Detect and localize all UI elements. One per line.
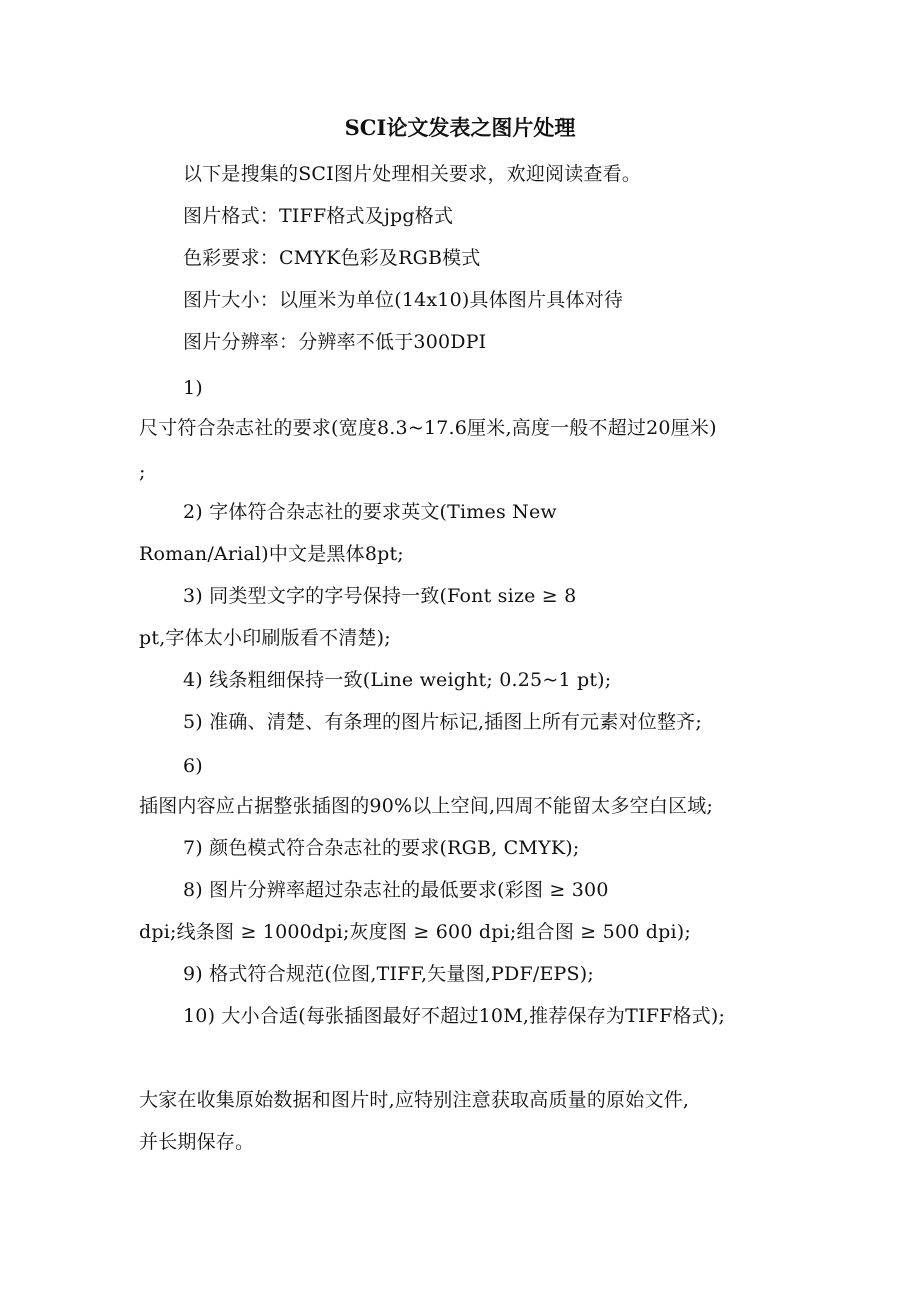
list-item-1-number: 1)	[183, 377, 203, 399]
spec-resolution: 图片分辨率：分辨率不低于300DPI	[183, 331, 487, 353]
closing-paragraph-line-1: 大家在收集原始数据和图片时,应特别注意获取高质量的原始文件,	[139, 1089, 690, 1111]
list-item-10: 10) 大小合适(每张插图最好不超过10M,推荐保存为TIFF格式);	[183, 1005, 726, 1027]
list-item-6-number: 6)	[183, 755, 203, 777]
list-item-3-line-1: 3) 同类型文字的字号保持一致(Font size ≥ 8	[183, 585, 577, 607]
page-title: SCI论文发表之图片处理	[344, 115, 576, 140]
list-item-1-end: ;	[139, 461, 146, 483]
list-item-9: 9) 格式符合规范(位图,TIFF,矢量图,PDF/EPS);	[183, 963, 594, 985]
list-item-6-text: 插图内容应占据整张插图的90%以上空间,四周不能留太多空白区域;	[139, 795, 714, 817]
closing-paragraph-line-2: 并长期保存。	[139, 1131, 255, 1153]
list-item-1-text: 尺寸符合杂志社的要求(宽度8.3~17.6厘米,高度一般不超过20厘米)	[139, 417, 717, 439]
list-item-2-line-2: Roman/Arial)中文是黑体8pt;	[139, 543, 404, 565]
list-item-3-line-2: pt,字体太小印刷版看不清楚);	[139, 627, 391, 649]
list-item-2-line-1: 2) 字体符合杂志社的要求英文(Times New	[183, 501, 557, 523]
spec-color-mode: 色彩要求：CMYK色彩及RGB模式	[183, 247, 481, 269]
list-item-4: 4) 线条粗细保持一致(Line weight; 0.25~1 pt);	[183, 669, 612, 691]
list-item-8-line-1: 8) 图片分辨率超过杂志社的最低要求(彩图 ≥ 300	[183, 879, 609, 901]
list-item-8-line-2: dpi;线条图 ≥ 1000dpi;灰度图 ≥ 600 dpi;组合图 ≥ 500 dpi);	[139, 921, 691, 943]
spec-image-format: 图片格式：TIFF格式及jpg格式	[183, 205, 454, 227]
spec-image-size: 图片大小：以厘米为单位(14x10)具体图片具体对待	[183, 289, 624, 311]
list-item-7: 7) 颜色模式符合杂志社的要求(RGB, CMYK);	[183, 837, 580, 859]
intro-paragraph: 以下是搜集的SCI图片处理相关要求，欢迎阅读查看。	[183, 163, 642, 185]
list-item-5: 5) 准确、清楚、有条理的图片标记,插图上所有元素对位整齐;	[183, 711, 702, 733]
